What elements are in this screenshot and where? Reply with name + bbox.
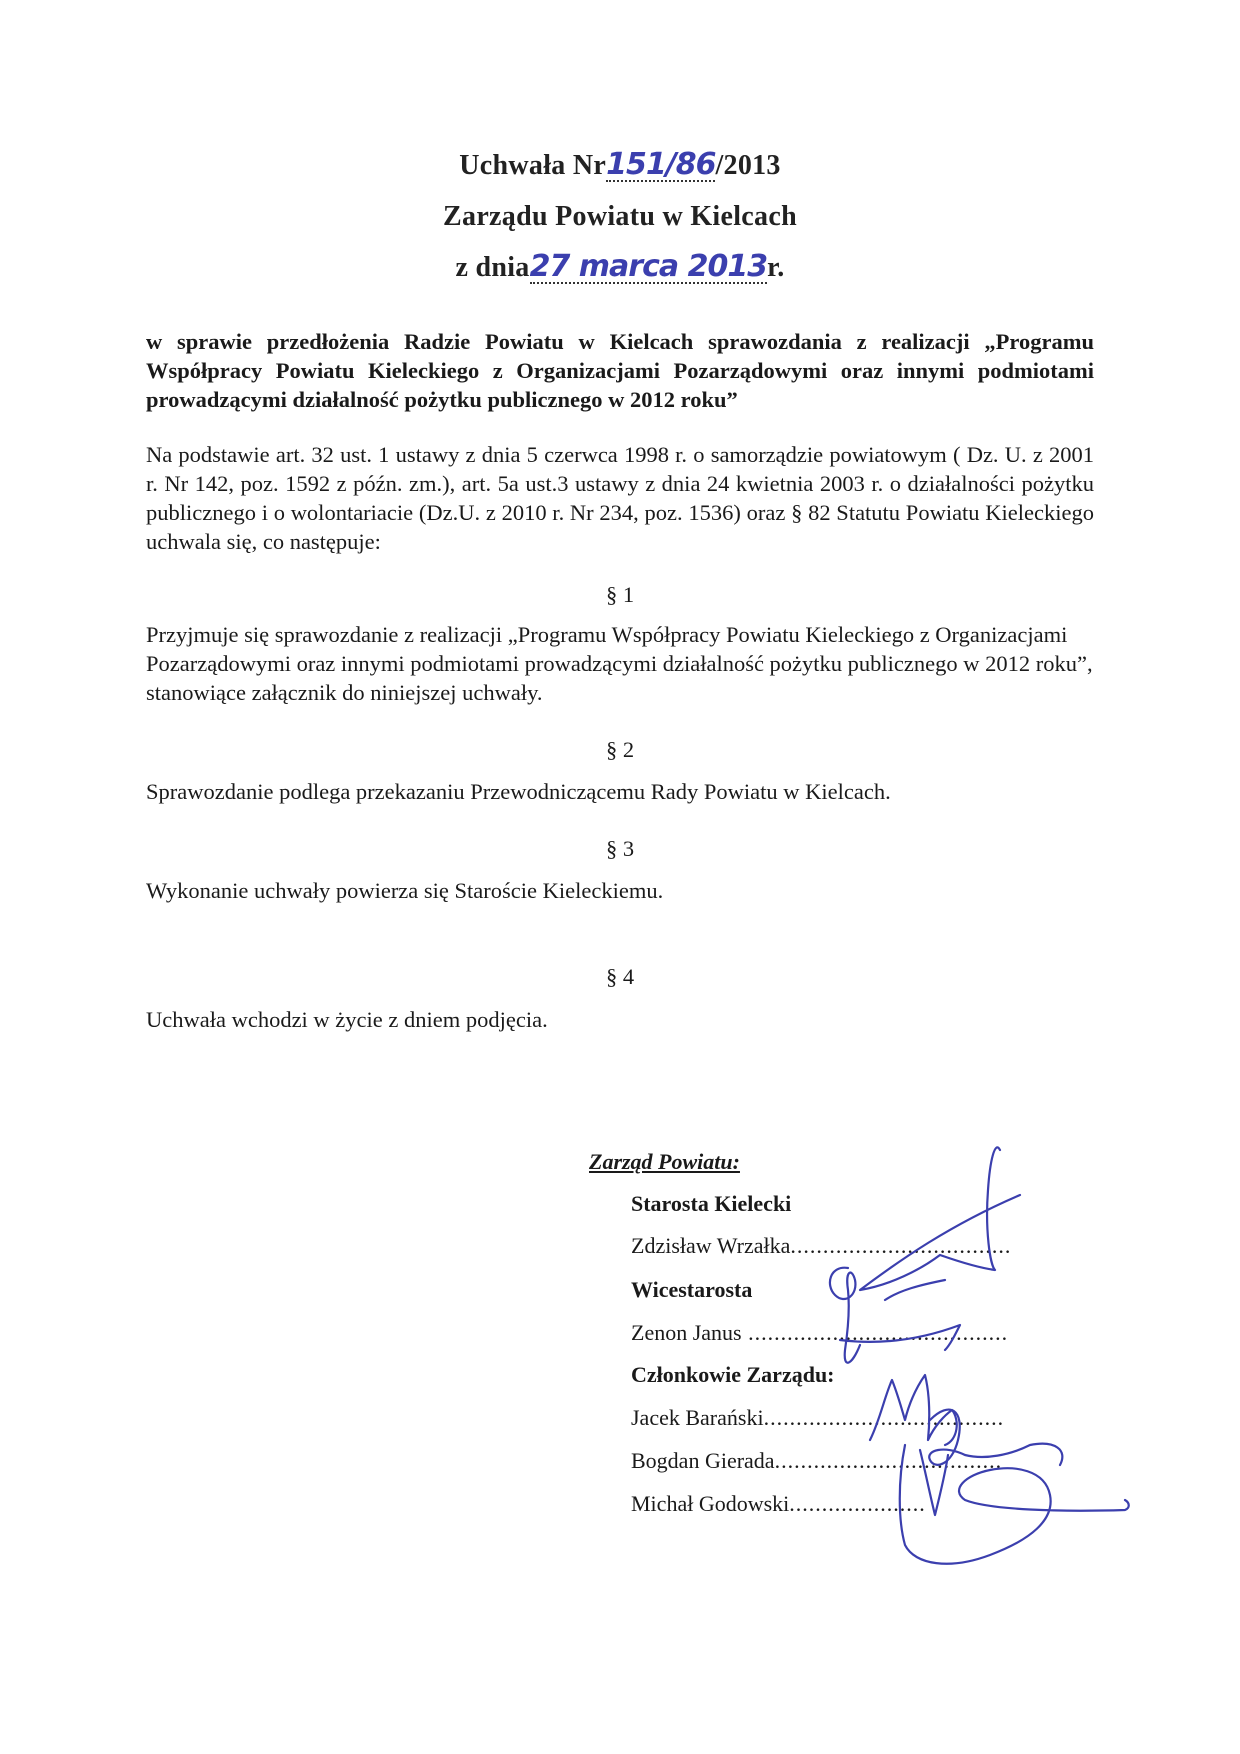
name-godowski: Michał Godowski (631, 1491, 790, 1516)
section-3-heading: § 3 (605, 836, 635, 861)
name-baranski: Jacek Barański (631, 1405, 764, 1430)
handwritten-number: 151/86 (606, 147, 716, 182)
signature-leader: ..................... (789, 1491, 926, 1516)
section-2-text: Sprawozdanie podlega przekazaniu Przewodniczącemu Rady Powiatu w Kielcach. (146, 779, 891, 804)
section-4-heading: § 4 (605, 964, 635, 989)
resolution-number-prefix: Uchwała Nr (459, 150, 607, 181)
section-1-text: Przyjmuje się sprawozdanie z realizacji „Programu Współpracy Powiatu Kieleckiego z Organizacjami Pozarządowymi oraz innymi podmiotami prowadzącymi działalność pożytku publicznego w 2012 roku”, stanowiące załącznik do niniejszej uchwały. (146, 622, 1093, 705)
section-4-text: Uchwała wchodzi w życie z dniem podjęcia. (146, 1007, 548, 1032)
board-name: Zarządu Powiatu w Kielcach (443, 201, 797, 232)
signature-gierada (929, 1410, 1062, 1465)
date-suffix: r. (767, 252, 785, 283)
role-wicestarosta: Wicestarosta (631, 1277, 753, 1302)
section-2-heading: § 2 (605, 737, 635, 762)
resolution-year: /2013 (715, 150, 781, 181)
handwritten-date: 27 marca 2013 (529, 249, 768, 284)
signature-leader: ..................................... (763, 1405, 1005, 1430)
role-starosta: Starosta Kielecki (631, 1191, 792, 1216)
name-gierada: Bogdan Gierada (631, 1448, 775, 1473)
name-wrzalka: Zdzisław Wrzałka (631, 1233, 791, 1258)
signature-janus (830, 1268, 960, 1363)
signature-leader: ........................................ (741, 1320, 1009, 1345)
signature-wrzalka (860, 1147, 1020, 1290)
role-czlonkowie: Członkowie Zarządu: (631, 1362, 835, 1387)
signature-leader: ................................... (774, 1448, 1003, 1473)
legal-basis: Na podstawie art. 32 ust. 1 ustawy z dnia 5 czerwca 1998 r. o samorządzie powiatowym ( Dz. U. z 2001 r. Nr 142, poz. 1592 z późn. zm.), art. 5a ust.3 ustawy z dnia 24 kwietnia 2003 r. o działalności pożytku publicznego i o wolontariacie (Dz.U. z 2010 r. Nr 234, poz. 1536) oraz § 82 Statutu Powiatu Kieleckiego uchwala się, co następuje: (146, 442, 1094, 554)
date-prefix: z dnia (455, 252, 530, 283)
signature-leader: .................................. (790, 1233, 1012, 1258)
signatures-title: Zarząd Powiatu: (589, 1149, 740, 1174)
section-3-text: Wykonanie uchwały powierza się Staroście Kieleckiemu. (146, 878, 664, 903)
section-1-heading: § 1 (605, 582, 635, 607)
resolution-subject: w sprawie przedłożenia Radzie Powiatu w Kielcach sprawozdania z realizacji „Programu Współpracy Powiatu Kieleckiego z Organizacjami Pozarządowymi oraz innymi podmiotami prowadzącymi działalność pożytku publicznego w 2012 roku” (146, 329, 1094, 412)
name-janus: Zenon Janus (631, 1320, 742, 1345)
signature-godowski (900, 1445, 1129, 1564)
